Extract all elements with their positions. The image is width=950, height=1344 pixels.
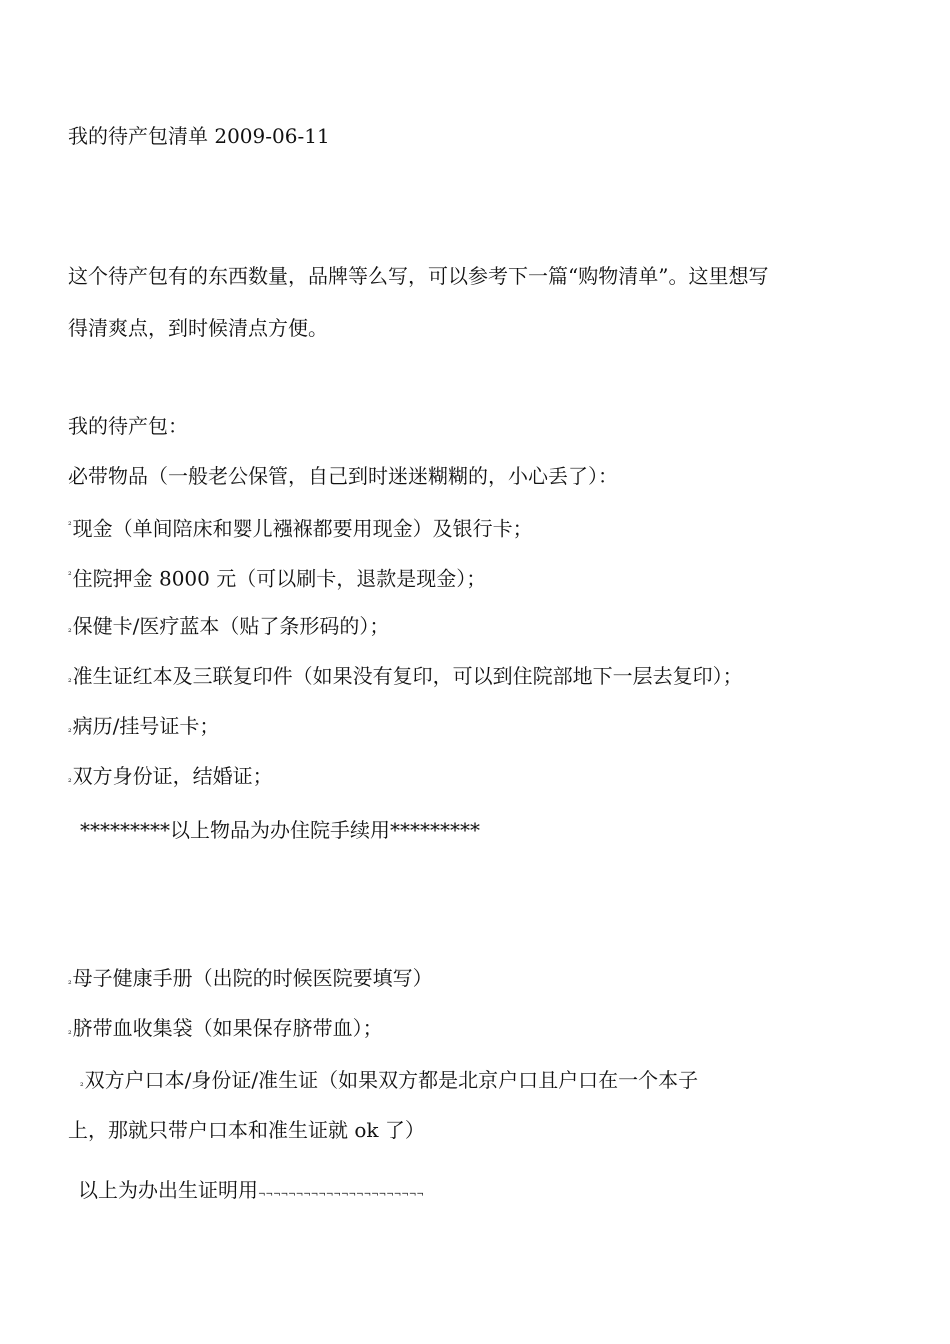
- must-bring-heading: 必带物品（一般老公保管，自己到时迷迷糊糊的，小心丢了）：: [68, 464, 618, 488]
- list-item-text: 双方户口本/身份证/准生证（如果双方都是北京户口且户口在一个本子: [84, 1068, 699, 1092]
- intro-line-1: 这个待产包有的东西数量，品牌等么写，可以参考下一篇“购物清单”。这里想写: [68, 264, 769, 288]
- document-title: 我的待产包清单 2009-06-11: [68, 124, 330, 148]
- admission-note: *********以上物品为办住院手续用*********: [80, 818, 480, 842]
- list-item-continuation: 上，那就只带户口本和准生证就 ok 了）: [68, 1118, 425, 1142]
- list-item: [68, 763, 273, 796]
- bullet-marker: ²: [68, 521, 72, 531]
- trailing-marks: ¬¬¬¬¬¬¬¬¬¬¬¬¬¬¬¬¬¬¬¬¬¬: [258, 1190, 424, 1200]
- list-item: [68, 663, 743, 696]
- list-item: [68, 563, 486, 592]
- bullet-marker: ²: [68, 778, 72, 788]
- list-item-text: 准生证红本及三联复印件（如果没有复印，可以到住院部地下一层去复印）；: [72, 664, 743, 688]
- list-item-text: 病历/挂号证卡；: [72, 714, 220, 738]
- list-item: [68, 713, 219, 746]
- bullet-marker: ²: [68, 1030, 72, 1040]
- list-item-text: 脐带血收集袋（如果保存脐带血）；: [72, 1016, 383, 1040]
- bullet-marker: ²: [68, 571, 72, 581]
- bullet-marker: ²: [68, 628, 72, 638]
- bullet-marker: ²: [68, 980, 72, 990]
- birth-cert-note-text: 以上为办出生证明用: [78, 1178, 258, 1202]
- list-item-text: 保健卡/医疗蓝本（贴了条形码的）；: [72, 614, 390, 638]
- bullet-marker: ²: [68, 728, 72, 738]
- list-item: [68, 1015, 383, 1048]
- bullet-marker: ²: [80, 1082, 84, 1092]
- list-item-text: 住院押金 8000 元（可以刷卡，退款是现金）；: [72, 566, 487, 591]
- birth-cert-note: [78, 1177, 424, 1208]
- list-item-text: 母子健康手册（出院的时候医院要填写）: [72, 966, 433, 990]
- list-item-text: 现金（单间陪床和婴儿襁褓都要用现金）及银行卡；: [72, 516, 533, 541]
- list-item: [68, 613, 389, 646]
- intro-line-2: 得清爽点，到时候清点方便。: [68, 316, 328, 340]
- section-heading: 我的待产包：: [68, 414, 188, 438]
- list-item-text: 双方身份证，结婚证；: [72, 764, 273, 788]
- bullet-marker: ²: [68, 678, 72, 688]
- list-item: [80, 1067, 698, 1100]
- list-item: [68, 965, 433, 998]
- list-item: [68, 513, 533, 542]
